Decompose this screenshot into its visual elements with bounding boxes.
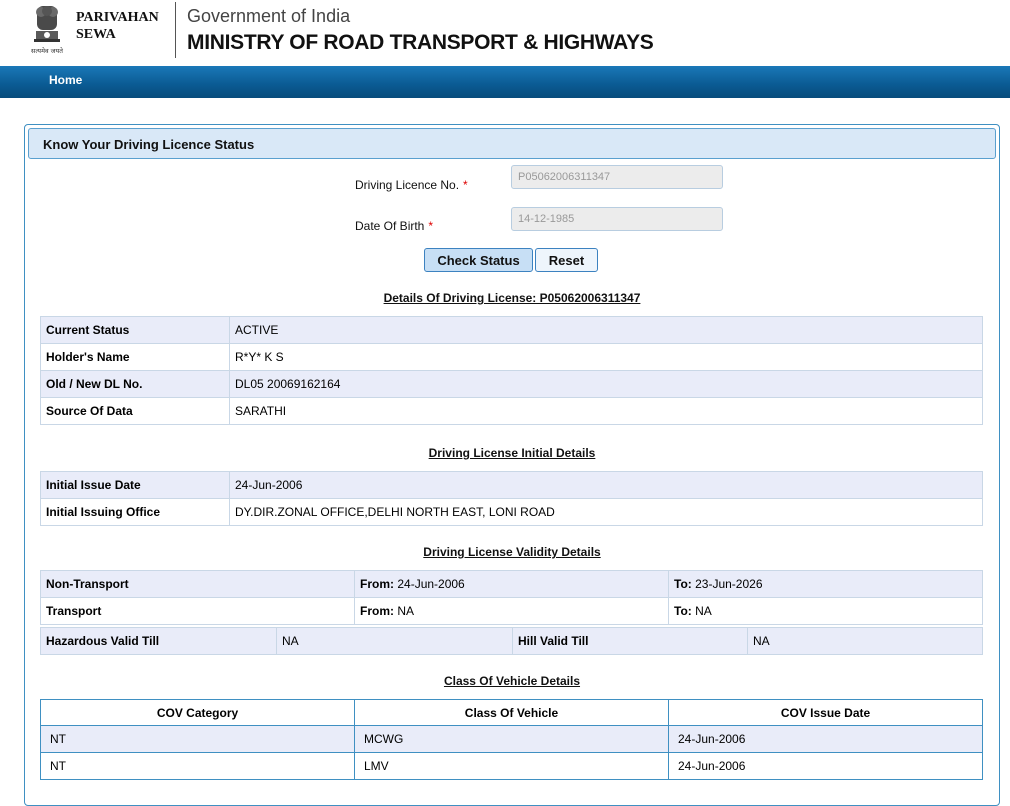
table-row	[41, 571, 983, 598]
row-label: Holder's Name	[41, 344, 230, 371]
row-label: Current Status	[41, 317, 230, 344]
table-row	[41, 598, 983, 625]
cov-issue-date: 24-Jun-2006	[669, 726, 983, 753]
validity-to	[669, 598, 983, 625]
row-value: DL05 20069162164	[230, 371, 983, 398]
column-header: Class Of Vehicle	[355, 700, 669, 726]
table-row	[41, 371, 983, 398]
to-label: To:	[674, 604, 692, 618]
row-label: Source Of Data	[41, 398, 230, 425]
validity-heading: Driving License Validity Details	[423, 545, 601, 559]
initial-details-heading: Driving License Initial Details	[428, 446, 596, 460]
row-value: SARATHI	[230, 398, 983, 425]
row-label: Initial Issuing Office	[41, 499, 230, 526]
row-value: DY.DIR.ZONAL OFFICE,DELHI NORTH EAST, LONI ROAD	[230, 499, 983, 526]
reset-button[interactable]: Reset	[535, 248, 598, 272]
nav-home-link[interactable]: Home	[49, 73, 83, 87]
column-header: COV Issue Date	[669, 700, 983, 726]
required-mark: *	[463, 178, 468, 192]
required-mark: *	[428, 219, 434, 233]
row-label: Old / New DL No.	[41, 371, 230, 398]
initial-details-table	[40, 471, 983, 526]
government-title: Government of India	[187, 6, 351, 26]
dob-label	[355, 219, 433, 233]
table-row	[41, 317, 983, 344]
details-table	[40, 316, 983, 425]
table-row	[41, 726, 983, 753]
check-status-button[interactable]: Check Status	[424, 248, 533, 272]
dl-number-input[interactable]	[511, 165, 723, 189]
details-heading: Details Of Driving License: P05062006311347	[383, 291, 641, 305]
table-row	[41, 628, 983, 655]
to-label: To:	[674, 577, 692, 591]
panel-header	[28, 128, 996, 159]
validity-table	[40, 570, 983, 625]
dl-number-label-text: Driving Licence No.	[355, 178, 460, 192]
cov-heading: Class Of Vehicle Details	[443, 674, 581, 688]
brand-line-2: SEWA	[76, 27, 116, 42]
ministry-title: MINISTRY OF ROAD TRANSPORT & HIGHWAYS	[187, 31, 654, 54]
dob-label-text: Date Of Birth	[355, 219, 425, 233]
table-row	[41, 472, 983, 499]
hill-label: Hill Valid Till	[513, 628, 748, 655]
national-emblem-icon	[24, 4, 70, 56]
cov-category: NT	[41, 726, 355, 753]
from-label: From:	[360, 577, 394, 591]
table-row	[41, 398, 983, 425]
hill-value: NA	[748, 628, 983, 655]
hazardous-label: Hazardous Valid Till	[41, 628, 277, 655]
validity-from	[355, 598, 669, 625]
from-label: From:	[360, 604, 394, 618]
dl-number-label	[355, 178, 468, 192]
from-value: NA	[397, 604, 415, 618]
svg-text:सत्यमेव जयते: सत्यमेव जयते	[31, 47, 63, 55]
row-label: Initial Issue Date	[41, 472, 230, 499]
row-value: R*Y* K S	[230, 344, 983, 371]
panel-title: Know Your Driving Licence Status	[43, 137, 255, 152]
brand-line-1: PARIVAHAN	[76, 10, 159, 25]
validity-to	[669, 571, 983, 598]
table-row	[41, 344, 983, 371]
cov-category: NT	[41, 753, 355, 780]
brand-name	[76, 9, 159, 43]
row-value: ACTIVE	[230, 317, 983, 344]
cov-issue-date: 24-Jun-2006	[669, 753, 983, 780]
validity-from	[355, 571, 669, 598]
row-label: Transport	[41, 598, 355, 625]
from-value: 24-Jun-2006	[397, 577, 465, 591]
dl-status-panel	[24, 124, 1000, 806]
table-header-row	[41, 700, 983, 726]
class-of-vehicle: LMV	[355, 753, 669, 780]
hazardous-value: NA	[277, 628, 513, 655]
to-value: NA	[695, 604, 712, 618]
column-header: COV Category	[41, 700, 355, 726]
main-nav-bar	[0, 66, 1010, 98]
to-value: 23-Jun-2026	[695, 577, 763, 591]
header-divider	[175, 2, 176, 58]
dob-input[interactable]	[511, 207, 723, 231]
table-row	[41, 499, 983, 526]
row-value: 24-Jun-2006	[230, 472, 983, 499]
cov-table	[40, 699, 983, 780]
table-row	[41, 753, 983, 780]
class-of-vehicle: MCWG	[355, 726, 669, 753]
site-header	[0, 0, 1010, 66]
special-validity-table	[40, 627, 983, 655]
row-label: Non-Transport	[41, 571, 355, 598]
